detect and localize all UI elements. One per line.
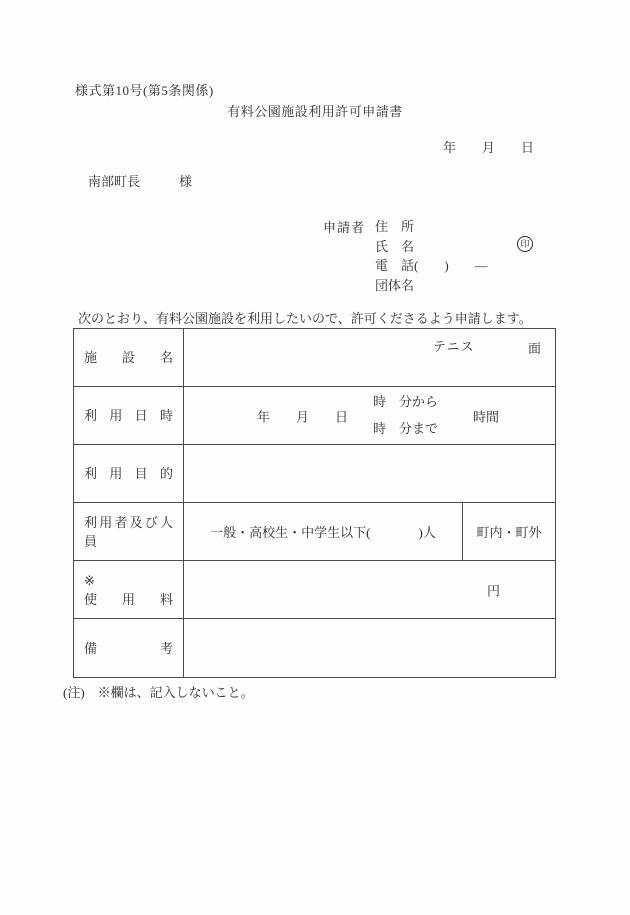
applicant-block <box>375 217 488 296</box>
table-row-datetime <box>74 387 555 445</box>
remarks-value-cell <box>184 619 555 677</box>
form-number: 様式第10号(第5条関係) <box>75 83 214 98</box>
datetime-value-cell <box>184 387 555 444</box>
purpose-value-cell <box>184 445 555 502</box>
fee-label-cell <box>74 561 184 618</box>
table-row-fee <box>74 561 555 619</box>
applicant-address-label: 住 所 <box>375 219 415 234</box>
table-row-remarks <box>74 619 555 677</box>
fee-label: 使用料 <box>84 591 173 607</box>
area-options: 町内・町外 <box>476 525 542 540</box>
table-row-facility <box>74 329 555 387</box>
fee-label-prefix: ※ <box>84 572 95 588</box>
facility-value-cell <box>184 329 555 386</box>
applicant-name-label: 氏 名 <box>375 238 415 254</box>
footnote: (注) ※欄は、記入しないこと。 <box>63 685 254 700</box>
users-count-suffix: )人 <box>418 525 436 540</box>
time-to-blank: 時 分まで <box>373 421 439 436</box>
datetime-label-cell <box>74 387 184 444</box>
users-categories: 一般・高校生・中学生以下( <box>210 525 371 540</box>
users-label: 利用者及び人員 <box>84 514 173 549</box>
table-row-users <box>74 503 555 561</box>
use-date-blanks: 年 月 日 <box>257 409 349 424</box>
page-title: 有料公園施設利用許可申請書 <box>227 104 403 119</box>
facility-label-cell <box>74 329 184 386</box>
purpose-label: 利用目的 <box>84 466 173 481</box>
fee-value-cell <box>184 561 555 618</box>
fee-unit: 円 <box>487 583 501 598</box>
applicant-phone-label: 電 話( ) ― <box>375 258 488 274</box>
application-table <box>73 328 556 678</box>
table-row-purpose <box>74 445 555 503</box>
date-line: 年 月 日 <box>443 140 535 155</box>
seal-mark-icon: 印 <box>517 236 533 252</box>
users-label-cell <box>74 503 184 560</box>
intro-sentence: 次のとおり、有料公園施設を利用したいので、許可くださるよう申請します。 <box>78 311 532 326</box>
facility-name: テニス <box>433 339 475 354</box>
applicant-organization-label: 団体名 <box>375 278 415 294</box>
users-count-cell <box>184 503 463 560</box>
facility-unit: 面 <box>528 341 542 356</box>
applicant-label: 申請者 <box>323 220 366 235</box>
users-area-cell <box>463 503 555 560</box>
remarks-label: 備考 <box>84 640 173 656</box>
datetime-label: 利用日時 <box>84 408 173 423</box>
time-from-blank: 時 分から <box>373 394 439 409</box>
duration-label: 時間 <box>473 409 500 424</box>
remarks-label-cell <box>74 619 184 677</box>
facility-label: 施設名 <box>84 350 173 365</box>
use-time-range <box>373 387 438 444</box>
addressee: 南部町長 様 <box>88 174 193 189</box>
purpose-label-cell <box>74 445 184 502</box>
